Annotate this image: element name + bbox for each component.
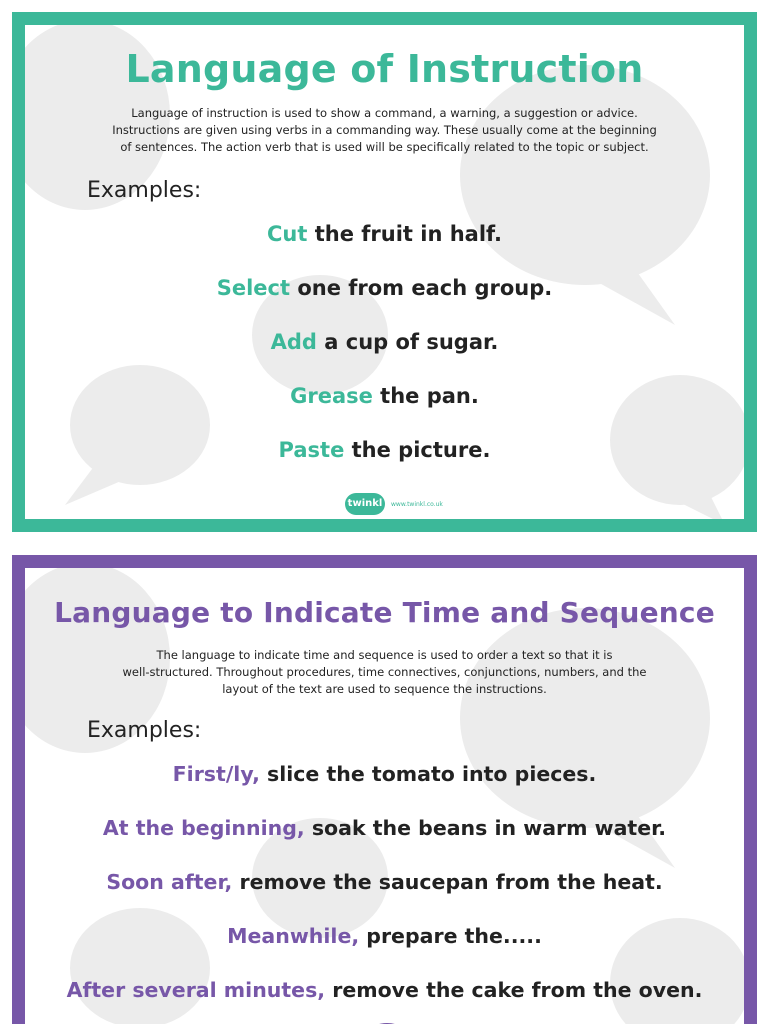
example-rest: the pan. [372,384,479,408]
intro-line: Language of instruction is used to show a command, a warning, a suggestion or advice. [131,106,638,120]
example-sentence [25,423,744,477]
example-keyword: Grease [290,384,373,408]
logo-url: www.twinkl.co.uk [391,500,443,508]
example-sentence [25,369,744,423]
example-sentence [25,963,744,1017]
twinkl-logo-icon: twinkl [345,493,385,515]
example-keyword: Select [216,276,291,300]
intro-line: of sentences. The action verb that is used will be specifically related to the topic or subject. [120,140,649,154]
example-sentence [25,855,744,909]
intro-paragraph [65,647,705,698]
example-sentence [25,261,744,315]
intro-line: well-structured. Throughout procedures, time connectives, conjunctions, numbers, and the [122,665,647,679]
example-rest: remove the cake from the oven. [325,978,703,1002]
example-rest: the picture. [344,438,491,462]
examples-label: Examples: [87,178,202,203]
example-rest: remove the saucepan from the heat. [232,870,663,894]
example-rest: slice the tomato into pieces. [259,762,597,786]
intro-line: layout of the text are used to sequence the instructions. [222,682,547,696]
example-keyword: Meanwhile, [227,924,360,948]
example-keyword: Soon after, [106,870,233,894]
example-keyword: At the beginning, [102,816,305,840]
intro-paragraph [65,105,705,156]
example-sentence [25,207,744,261]
example-keyword: First/ly, [172,762,260,786]
example-keyword: After several minutes, [66,978,326,1002]
poster-time-and-sequence [12,555,757,1024]
examples-list [25,207,744,477]
examples-list [25,747,744,1017]
example-sentence [25,315,744,369]
example-keyword: Paste [278,438,345,462]
example-keyword: Add [270,330,317,354]
intro-line: The language to indicate time and sequence is used to order a text so that it is [156,648,613,662]
poster-language-of-instruction [12,12,757,532]
twinkl-logo[interactable] [345,493,443,515]
example-rest: prepare the..... [359,924,542,948]
intro-line: Instructions are given using verbs in a commanding way. These usually come at the beginning [112,123,657,137]
example-keyword: Cut [267,222,308,246]
example-sentence [25,909,744,963]
example-rest: one from each group. [290,276,553,300]
examples-label: Examples: [87,718,202,743]
page-title: Language of Instruction [125,47,644,91]
example-rest: a cup of sugar. [316,330,499,354]
example-sentence [25,801,744,855]
page-title: Language to Indicate Time and Sequence [54,596,715,629]
example-rest: the fruit in half. [307,222,502,246]
example-rest: soak the beans in warm water. [304,816,667,840]
example-sentence [25,747,744,801]
